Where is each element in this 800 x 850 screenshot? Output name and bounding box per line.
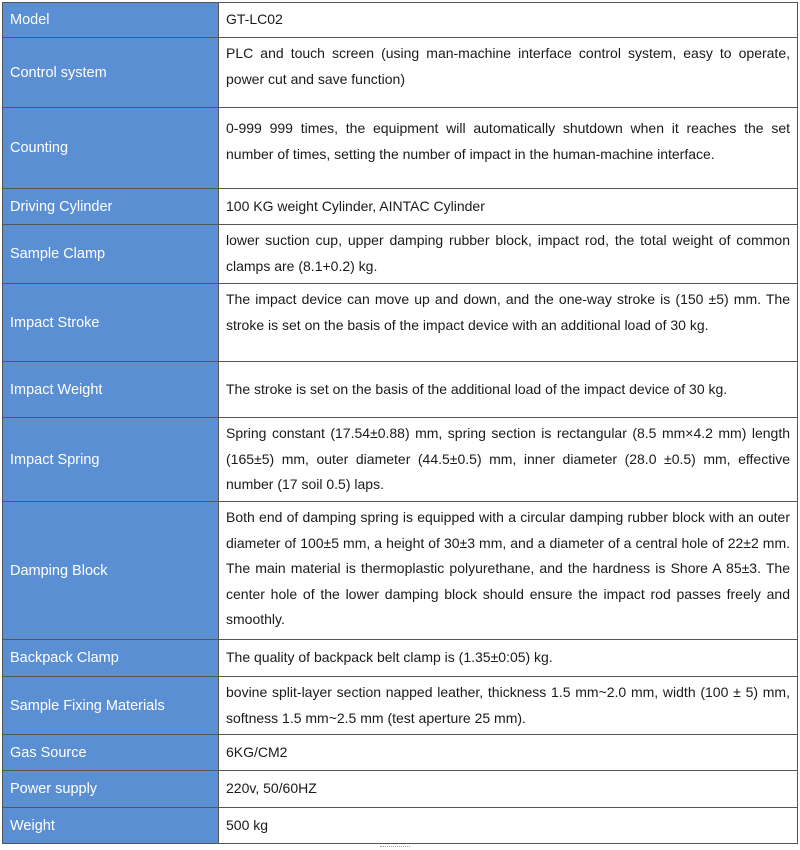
spec-row-backpack-clamp bbox=[3, 640, 798, 677]
spec-label: Gas Source bbox=[3, 735, 219, 771]
spec-row-impact-spring bbox=[3, 418, 798, 502]
spec-value: PLC and touch screen (using man-machine interface control system, easy to operate, power cut and save function) bbox=[219, 38, 798, 108]
spec-value: 0-999 999 times, the equipment will automatically shutdown when it reaches the set number of times, setting the number of impact in the human-machine interface. bbox=[219, 108, 798, 189]
spec-row-sample-clamp bbox=[3, 225, 798, 284]
spec-value: Spring constant (17.54±0.88) mm, spring section is rectangular (8.5 mm×4.2 mm) length (165±5) mm, outer diameter (44.5±0.5) mm, inner diameter (28.0 ±0.5) mm, effective number (17 soil 0.5) laps. bbox=[219, 418, 798, 502]
spec-row-control-system bbox=[3, 38, 798, 108]
spec-label: Control system bbox=[3, 38, 219, 108]
spec-value: lower suction cup, upper damping rubber block, impact rod, the total weight of common clamps are (8.1+0.2) kg. bbox=[219, 225, 798, 284]
spec-table bbox=[2, 2, 798, 844]
spec-row-sample-fixing-materials bbox=[3, 677, 798, 735]
spec-label: Model bbox=[3, 3, 219, 38]
spec-row-weight bbox=[3, 808, 798, 844]
spec-value: The quality of backpack belt clamp is (1.35±0:05) kg. bbox=[219, 640, 798, 677]
spec-label: Damping Block bbox=[3, 502, 219, 640]
spec-value: 100 KG weight Cylinder, AINTAC Cylinder bbox=[219, 189, 798, 225]
spec-label: Impact Stroke bbox=[3, 284, 219, 362]
spec-value: Both end of damping spring is equipped with a circular damping rubber block with an outer diameter of 100±5 mm, a height of 30±3 mm, and a diameter of a central hole of 22±2 mm. The main material is thermoplastic polyurethane, and the hardness is Shore A 85±3. The center hole of the lower damping block should ensure the impact rod passes freely and smoothly. bbox=[219, 502, 798, 640]
spec-row-driving-cylinder bbox=[3, 189, 798, 225]
spec-value: The impact device can move up and down, and the one-way stroke is (150 ±5) mm. The stroke is set on the basis of the impact device with an additional load of 30 kg. bbox=[219, 284, 798, 362]
spec-row-damping-block bbox=[3, 502, 798, 640]
spec-row-model bbox=[3, 3, 798, 38]
spec-label: Power supply bbox=[3, 771, 219, 808]
page-edge-mark bbox=[380, 846, 410, 849]
spec-label: Impact Weight bbox=[3, 362, 219, 418]
spec-row-impact-stroke bbox=[3, 284, 798, 362]
spec-label: Driving Cylinder bbox=[3, 189, 219, 225]
spec-label: Sample Clamp bbox=[3, 225, 219, 284]
spec-label: Impact Spring bbox=[3, 418, 219, 502]
spec-value: The stroke is set on the basis of the additional load of the impact device of 30 kg. bbox=[219, 362, 798, 418]
spec-value: GT-LC02 bbox=[219, 3, 798, 38]
spec-value: 220v, 50/60HZ bbox=[219, 771, 798, 808]
spec-row-counting bbox=[3, 108, 798, 189]
spec-label: Weight bbox=[3, 808, 219, 844]
spec-label: Sample Fixing Materials bbox=[3, 677, 219, 735]
spec-label: Backpack Clamp bbox=[3, 640, 219, 677]
spec-value: 6KG/CM2 bbox=[219, 735, 798, 771]
spec-label: Counting bbox=[3, 108, 219, 189]
spec-row-gas-source bbox=[3, 735, 798, 771]
spec-value: 500 kg bbox=[219, 808, 798, 844]
spec-row-power-supply bbox=[3, 771, 798, 808]
spec-value: bovine split-layer section napped leather, thickness 1.5 mm~2.0 mm, width (100 ± 5) mm, softness 1.5 mm~2.5 mm (test aperture 25 mm). bbox=[219, 677, 798, 735]
spec-row-impact-weight bbox=[3, 362, 798, 418]
